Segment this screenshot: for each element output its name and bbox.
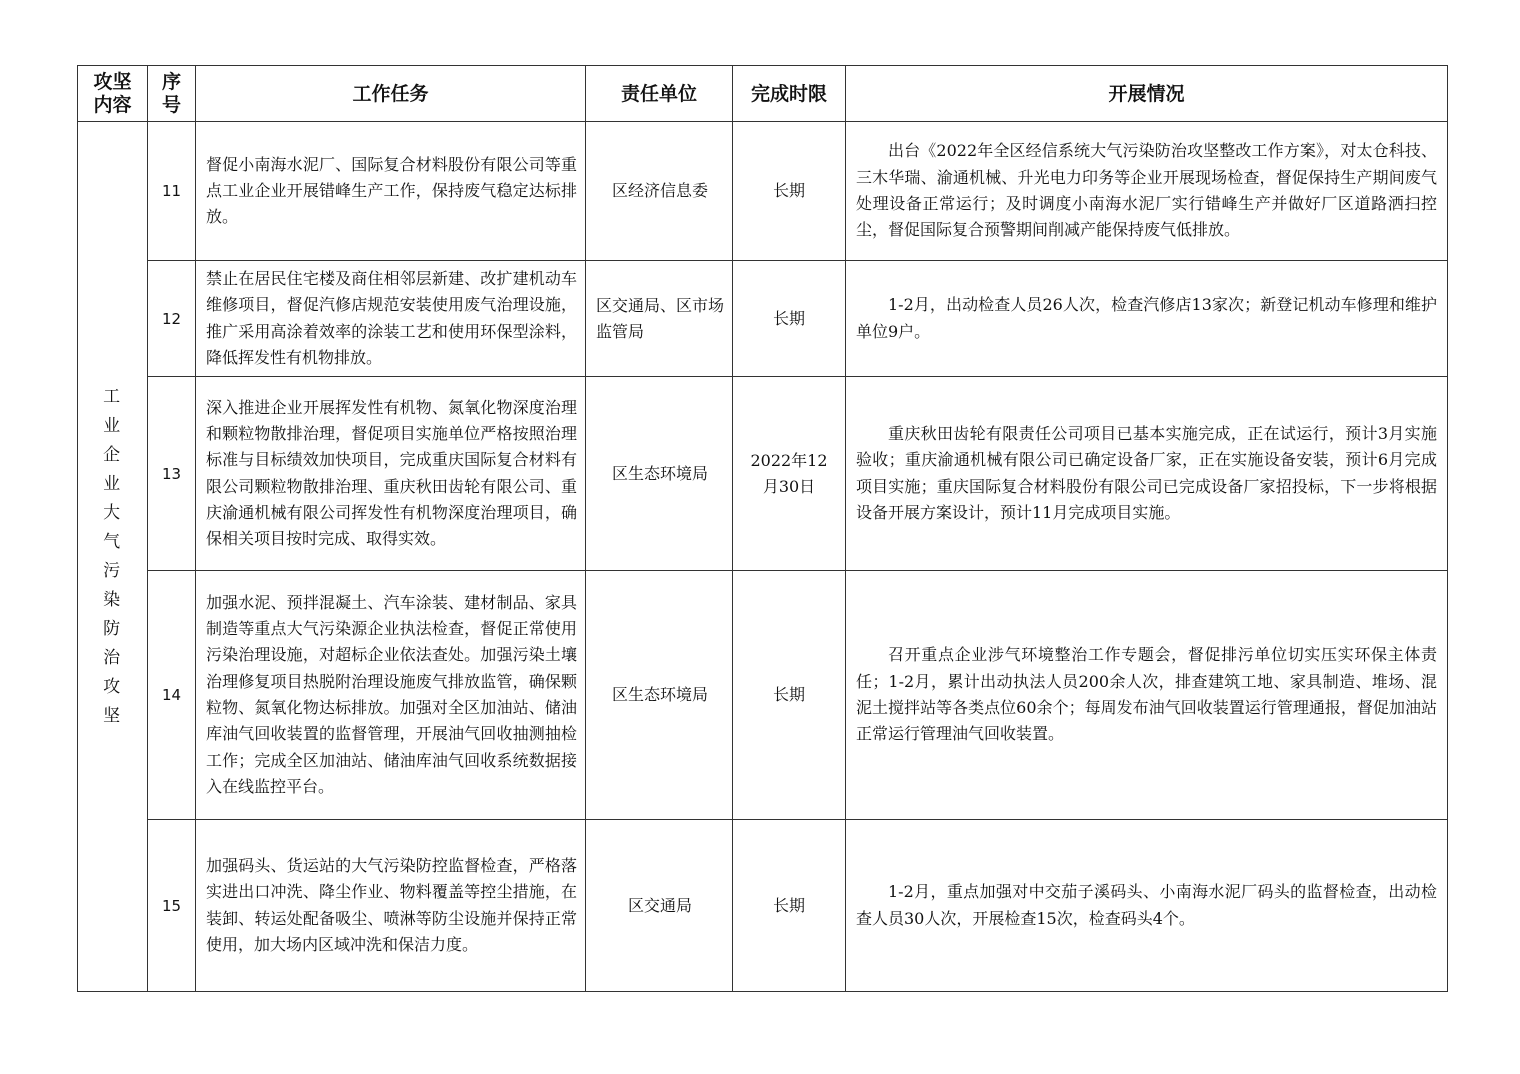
- unit-cell: 区生态环境局: [586, 377, 733, 571]
- table-row: [78, 571, 1448, 820]
- seq-cell: 12: [148, 261, 196, 377]
- category-cell: [78, 122, 148, 992]
- table-row: [78, 377, 1448, 571]
- deadline-cell: 长期: [733, 820, 846, 992]
- seq-cell: 13: [148, 377, 196, 571]
- header-progress: 开展情况: [846, 66, 1448, 122]
- progress-cell: 1-2月，重点加强对中交茄子溪码头、小南海水泥厂码头的监督检查，出动检查人员30人次，开展检查15次，检查码头4个。: [846, 820, 1448, 992]
- progress-cell: 召开重点企业涉气环境整治工作专题会，督促排污单位切实压实环保主体责任；1-2月，累计出动执法人员200余人次，排查建筑工地、家具制造、堆场、混泥土搅拌站等各类点位60余个；每周发布油气回收装置运行管理通报，督促加油站正常运行管理油气回收装置。: [846, 571, 1448, 820]
- deadline-cell: 长期: [733, 571, 846, 820]
- seq-cell: 14: [148, 571, 196, 820]
- task-cell: 深入推进企业开展挥发性有机物、氮氧化物深度治理和颗粒物散排治理，督促项目实施单位严格按照治理标准与目标绩效加快项目，完成重庆国际复合材料有限公司颗粒物散排治理、重庆秋田齿轮有限公司、重庆渝通机械有限公司挥发性有机物深度治理项目，确保相关项目按时完成、取得实效。: [196, 377, 586, 571]
- deadline-cell: 2022年12月30日: [733, 377, 846, 571]
- progress-cell: 1-2月，出动检查人员26人次，检查汽修店13家次；新登记机动车修理和维护单位9户。: [846, 261, 1448, 377]
- unit-cell: 区交通局、区市场监管局: [586, 261, 733, 377]
- task-cell: 加强码头、货运站的大气污染防控监督检查，严格落实进出口冲洗、降尘作业、物料覆盖等控尘措施，在装卸、转运处配备吸尘、喷淋等防尘设施并保持正常使用，加大场内区域冲洗和保洁力度。: [196, 820, 586, 992]
- seq-cell: 11: [148, 122, 196, 261]
- table-row: [78, 122, 1448, 261]
- unit-cell: 区生态环境局: [586, 571, 733, 820]
- task-cell: 禁止在居民住宅楼及商住相邻层新建、改扩建机动车维修项目，督促汽修店规范安装使用废气治理设施，推广采用高涂着效率的涂装工艺和使用环保型涂料，降低挥发性有机物排放。: [196, 261, 586, 377]
- task-cell: 加强水泥、预拌混凝土、汽车涂装、建材制品、家具制造等重点大气污染源企业执法检查，督促正常使用污染治理设施，对超标企业依法查处。加强污染土壤治理修复项目热脱附治理设施废气排放监管，确保颗粒物、氮氧化物达标排放。加强对全区加油站、储油库油气回收装置的监督管理，开展油气回收抽测抽检工作；完成全区加油站、储油库油气回收系统数据接入在线监控平台。: [196, 571, 586, 820]
- header-task: 工作任务: [196, 66, 586, 122]
- table-row: [78, 820, 1448, 992]
- progress-cell: 重庆秋田齿轮有限责任公司项目已基本实施完成，正在试运行，预计3月实施验收；重庆渝通机械有限公司已确定设备厂家，正在实施设备安装，预计6月完成项目实施；重庆国际复合材料股份有限公司已完成设备厂家招投标，下一步将根据设备开展方案设计，预计11月完成项目实施。: [846, 377, 1448, 571]
- seq-cell: 15: [148, 820, 196, 992]
- deadline-cell: 长期: [733, 261, 846, 377]
- table-header-row: [78, 66, 1448, 122]
- header-category: 攻坚内容: [78, 66, 148, 122]
- unit-cell: 区交通局: [586, 820, 733, 992]
- table-row: [78, 261, 1448, 377]
- category-label: 工业企业大气污染防治攻坚: [103, 386, 123, 726]
- header-unit: 责任单位: [586, 66, 733, 122]
- work-progress-table: [77, 65, 1448, 992]
- deadline-cell: 长期: [733, 122, 846, 261]
- header-seq: 序号: [148, 66, 196, 122]
- progress-cell: 出台《2022年全区经信系统大气污染防治攻坚整改工作方案》，对太仓科技、三木华瑞、渝通机械、升光电力印务等企业开展现场检查，督促保持生产期间废气处理设备正常运行；及时调度小南海水泥厂实行错峰生产并做好厂区道路洒扫控尘，督促国际复合预警期间削减产能保持废气低排放。: [846, 122, 1448, 261]
- header-deadline: 完成时限: [733, 66, 846, 122]
- unit-cell: 区经济信息委: [586, 122, 733, 261]
- task-cell: 督促小南海水泥厂、国际复合材料股份有限公司等重点工业企业开展错峰生产工作，保持废气稳定达标排放。: [196, 122, 586, 261]
